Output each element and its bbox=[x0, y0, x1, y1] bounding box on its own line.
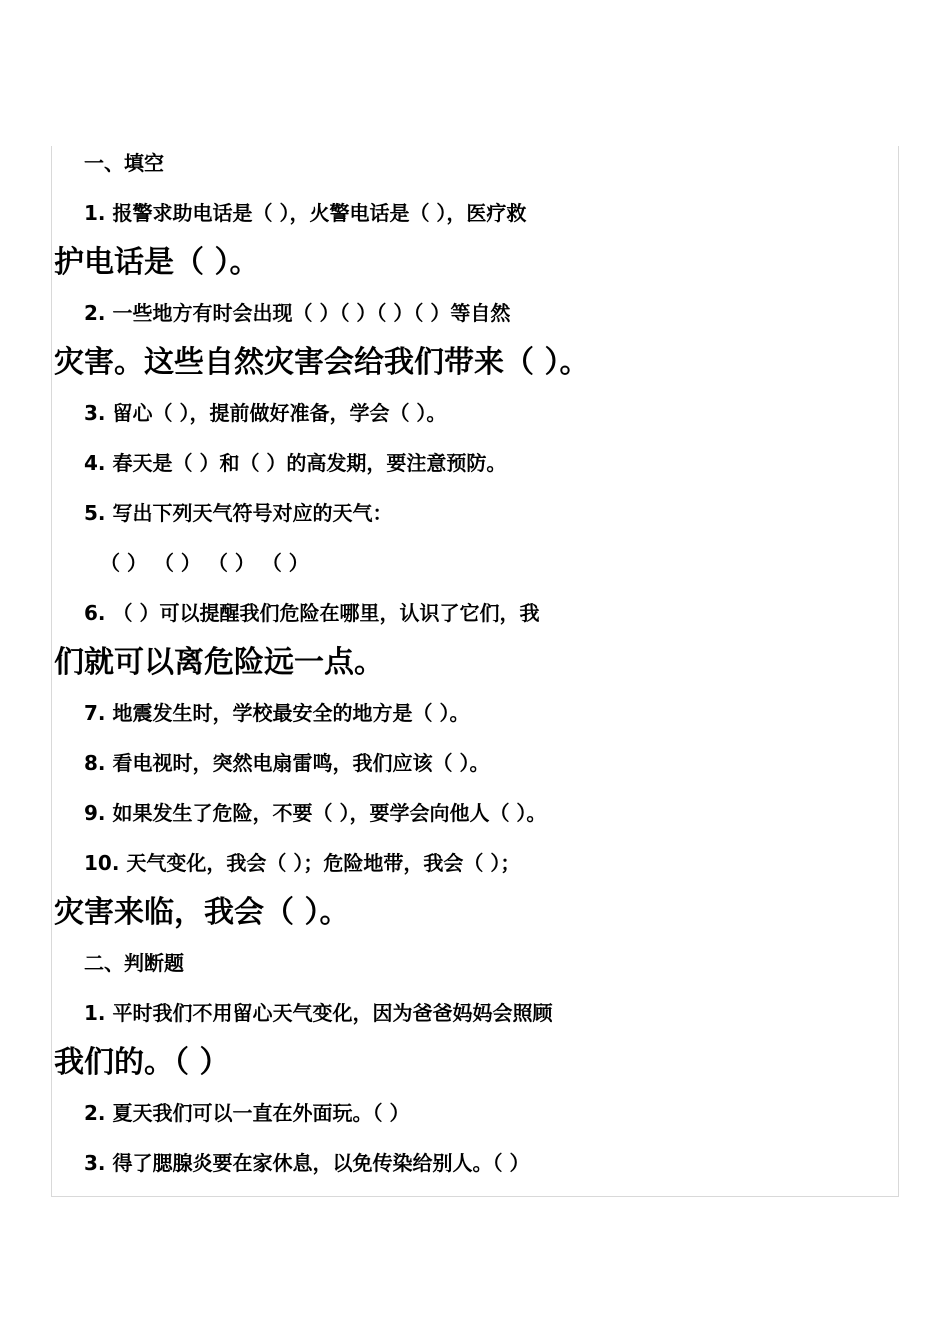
q7-line: 7. 地震发生时，学校最安全的地方是（ ）。 bbox=[84, 701, 470, 725]
q8-line: 8. 看电视时，突然电扇雷鸣，我们应该（ ）。 bbox=[84, 751, 490, 775]
q6-line1: 6. （ ）可以提醒我们危险在哪里，认识了它们，我 bbox=[84, 601, 540, 625]
q10-line1: 10. 天气变化，我会（ ）；危险地带，我会（ ）； bbox=[84, 851, 521, 875]
q2-line2: 灾害。这些自然灾害会给我们带来（ ）。 bbox=[54, 345, 590, 380]
q9-line: 9. 如果发生了危险，不要（ ），要学会向他人（ ）。 bbox=[84, 801, 547, 825]
judge-q1-line2: 我们的。（ ） bbox=[54, 1045, 230, 1080]
q1-line2: 护电话是（ ）。 bbox=[54, 245, 260, 280]
judge-q3-line: 3. 得了腮腺炎要在家休息，以免传染给别人。（ ） bbox=[84, 1151, 530, 1175]
section-1-title: 一、填空 bbox=[84, 151, 164, 175]
weather-symbol-blanks: （ ） （ ） （ ） （ ） bbox=[100, 551, 309, 575]
q2-line1: 2. 一些地方有时会出现（ ）（ ）（ ）（ ）等自然 bbox=[84, 301, 511, 325]
judge-q2-line: 2. 夏天我们可以一直在外面玩。（ ） bbox=[84, 1101, 410, 1125]
q1-line1: 1. 报警求助电话是（ ），火警电话是（ ），医疗救 bbox=[84, 201, 527, 225]
q10-line2: 灾害来临，我会（ ）。 bbox=[54, 895, 350, 930]
section-2-title: 二、判断题 bbox=[84, 951, 184, 975]
q3-line: 3. 留心（ ），提前做好准备，学会（ ）。 bbox=[84, 401, 447, 425]
q5-line: 5. 写出下列天气符号对应的天气： bbox=[84, 501, 393, 525]
judge-q1-line1: 1. 平时我们不用留心天气变化，因为爸爸妈妈会照顾 bbox=[84, 1001, 553, 1025]
q4-line: 4. 春天是（ ）和（ ）的高发期，要注意预防。 bbox=[84, 451, 507, 475]
q6-line2: 们就可以离危险远一点。 bbox=[54, 645, 384, 680]
